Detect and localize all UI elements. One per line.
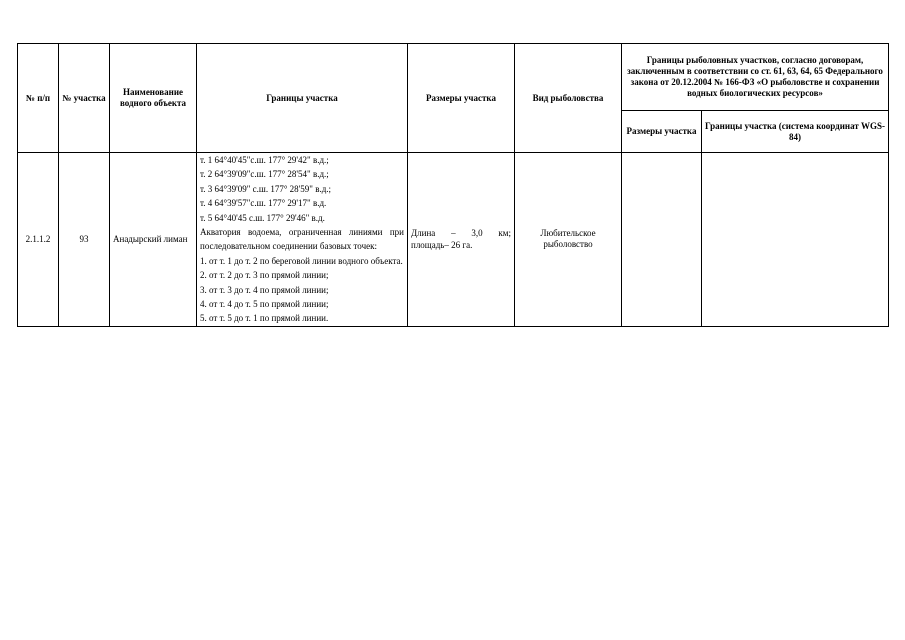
col-header-group: Границы рыболовных участков, согласно договорам, заключенным в соответствии со ст. 61, 63, 64, 65 Федерального закона от 20.12.2004 № 166-ФЗ «О рыболовстве и сохранении водных биологических ресурсов»: [622, 44, 889, 111]
cell-bounds: [197, 153, 408, 327]
water-area-intro: Акватория водоема, ограниченная линиями при последовательном соединении базовых точек:: [200, 227, 404, 252]
table-row: [18, 153, 889, 327]
sizes-line: площадь– 26 га.: [411, 240, 473, 251]
cell-water-body: Анадырский лиман: [110, 153, 197, 327]
sizes-line: Длина – 3,0 км;: [411, 228, 511, 239]
point-line: т. 2 64°39'09"с.ш. 177° 28'54" в.д.;: [200, 169, 329, 180]
cell-plot-num: 93: [59, 153, 110, 327]
point-line: т. 5 64°40'45 с.ш. 177° 29'46" в.д.: [200, 212, 325, 223]
cell-fishing-type: Любительское рыболовство: [515, 153, 622, 327]
col-header-plot-num: № участка: [59, 44, 110, 153]
fishing-plots-table: [17, 43, 889, 327]
segment-line: 5. от т. 5 до т. 1 по прямой линии.: [200, 313, 329, 324]
header-row: [18, 44, 889, 111]
point-line: т. 4 64°39'57"с.ш. 177° 29'17" в.д.: [200, 198, 327, 209]
segment-line: 2. от т. 2 до т. 3 по прямой линии;: [200, 270, 329, 281]
col-header-water-body: Наименование водного объекта: [110, 44, 197, 153]
point-line: т. 3 64°39'09" с.ш. 177° 28'59" в.д.;: [200, 183, 332, 194]
segment-line: 3. от т. 3 до т. 4 по прямой линии;: [200, 284, 329, 295]
cell-num: 2.1.1.2: [18, 153, 59, 327]
segment-line: 1. от т. 1 до т. 2 по береговой линии водного объекта.: [200, 255, 403, 266]
col-header-num: № п/п: [18, 44, 59, 153]
col-header-fishing-type: Вид рыболовства: [515, 44, 622, 153]
col-header-sub-sizes: Размеры участка: [622, 111, 702, 153]
cell-sizes: [408, 153, 515, 327]
col-header-bounds: Границы участка: [197, 44, 408, 153]
cell-sub-bounds: [702, 153, 889, 327]
segment-line: 4. от т. 4 до т. 5 по прямой линии;: [200, 299, 329, 310]
cell-sub-sizes: [622, 153, 702, 327]
col-header-sizes: Размеры участка: [408, 44, 515, 153]
point-line: т. 1 64°40'45"с.ш. 177° 29'42" в.д.;: [200, 155, 329, 165]
col-header-sub-bounds: Границы участка (система координат WGS-84): [702, 111, 889, 153]
